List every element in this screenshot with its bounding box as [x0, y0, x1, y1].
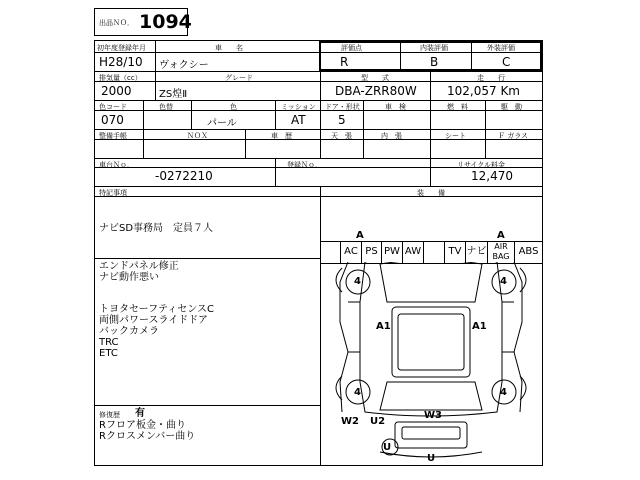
chassis-label: 車台Ｎｏ．	[99, 161, 134, 169]
chassis-number: -0272210	[155, 169, 213, 183]
mark-tire-rl: 4	[354, 387, 361, 398]
first-registration: H28/10	[99, 55, 143, 69]
roof-lining-label: 天 張	[331, 132, 352, 140]
lot-label: 出品ＮＯ．	[99, 19, 134, 27]
drive-label: 駆 動	[501, 103, 522, 111]
seat-label: シート	[445, 132, 466, 140]
mark-bumper-u: U	[383, 442, 392, 453]
mark-front-left: A	[356, 230, 364, 241]
fuel-label: 燃 料	[447, 103, 468, 111]
manual-label: 整備手帳	[99, 132, 127, 140]
recycle-fee: 12,470	[471, 169, 513, 183]
mileage-label: 走 行	[477, 74, 505, 82]
history-label: 車 歴	[271, 132, 292, 140]
notes-block-3	[99, 304, 214, 359]
mission-label: ミッション	[281, 103, 316, 111]
lot-number: 1094	[139, 11, 192, 33]
nox-label: ＮＯＸ	[187, 132, 208, 140]
note-line: TRC	[99, 337, 119, 348]
model-code: DBA-ZRR80W	[335, 84, 417, 98]
notes-block-2	[99, 261, 179, 283]
color-label: 色	[230, 103, 237, 111]
repair-notes	[99, 420, 195, 442]
car-name-label: 車 名	[215, 44, 243, 52]
registration-label: 登録Ｎｏ．	[287, 161, 322, 169]
score-label: 評価点	[341, 44, 362, 52]
note-line: 両側パワースライドドア	[99, 315, 208, 326]
mark-tire-fr: 4	[500, 276, 507, 287]
lot-box	[94, 8, 192, 36]
note-line: エンドパネル修正	[99, 261, 179, 272]
mark-rear-w3: W3	[424, 410, 442, 421]
evaluation-score: R	[340, 55, 349, 69]
repair-history-value: 有	[135, 408, 145, 419]
doors-label: ドア・形状	[325, 103, 360, 111]
equipment-blank	[423, 241, 444, 263]
equipment-airbag: AIR BAG	[487, 241, 514, 263]
repair-history-label: 修復歴	[99, 411, 120, 419]
year-label: 初年度登録年月	[97, 44, 146, 52]
mileage: 102,057 Km	[447, 84, 520, 98]
mark-side-right: A1	[472, 321, 487, 332]
note-line: バックカメラ	[99, 326, 159, 337]
color-change-label: 色替	[159, 103, 173, 111]
notes-label: 特記事項	[99, 189, 127, 197]
equipment-ac: AC	[340, 241, 361, 263]
equipment-pw: PW	[381, 241, 402, 263]
mark-rear-u2: U2	[370, 416, 386, 427]
car-name: ヴォクシー	[159, 60, 209, 71]
grade: ZS煌Ⅱ	[159, 89, 188, 100]
equipment-label: 装 備	[417, 189, 445, 197]
interior-score-label: 内装評価	[420, 44, 448, 52]
mark-bottom-u: U	[427, 453, 436, 464]
equipment-aw: AW	[402, 241, 423, 263]
car-damage-diagram	[320, 262, 542, 465]
displacement-label: 排気量（cc）	[99, 74, 142, 82]
mark-side-left: A1	[376, 321, 391, 332]
mark-tire-fl: 4	[354, 276, 361, 287]
notes-block-1	[99, 223, 213, 234]
equipment-navi: ナビ	[465, 241, 487, 263]
note-line: ナビ動作悪い	[99, 272, 159, 283]
equipment-ps: PS	[361, 241, 381, 263]
glass-label: Ｆ ガラス	[498, 132, 529, 140]
color-code: 070	[101, 113, 124, 127]
equipment-abs: ABS	[514, 241, 542, 263]
model-label: 型 式	[361, 74, 389, 82]
grade-label: グレード	[225, 74, 253, 82]
doors: 5	[338, 113, 346, 127]
exterior-score: C	[502, 55, 511, 69]
mark-front-right: A	[497, 230, 505, 241]
repair-line: Rフロア板金・曲り	[99, 420, 186, 431]
exterior-score-label: 外装評価	[487, 44, 515, 52]
recycle-label: リサイクル料金	[457, 161, 506, 169]
inspection-label: 車 検	[385, 103, 406, 111]
note-line: トヨタセーフティセンスC	[99, 304, 214, 315]
color-code-label: 色コード	[99, 103, 127, 111]
displacement: 2000	[101, 84, 132, 98]
equipment-tv: TV	[444, 241, 465, 263]
interior-lining-label: 内 張	[381, 132, 402, 140]
mark-tire-rr: 4	[500, 387, 507, 398]
transmission: AT	[291, 113, 306, 127]
color: パール	[207, 118, 237, 129]
mark-rear-w2: W2	[341, 416, 359, 427]
note-line: ナビSD事務局 定員７人	[99, 223, 214, 234]
interior-score: B	[430, 55, 439, 69]
repair-line: Rクロスメンバー曲り	[99, 431, 196, 442]
note-line: ETC	[99, 348, 118, 359]
